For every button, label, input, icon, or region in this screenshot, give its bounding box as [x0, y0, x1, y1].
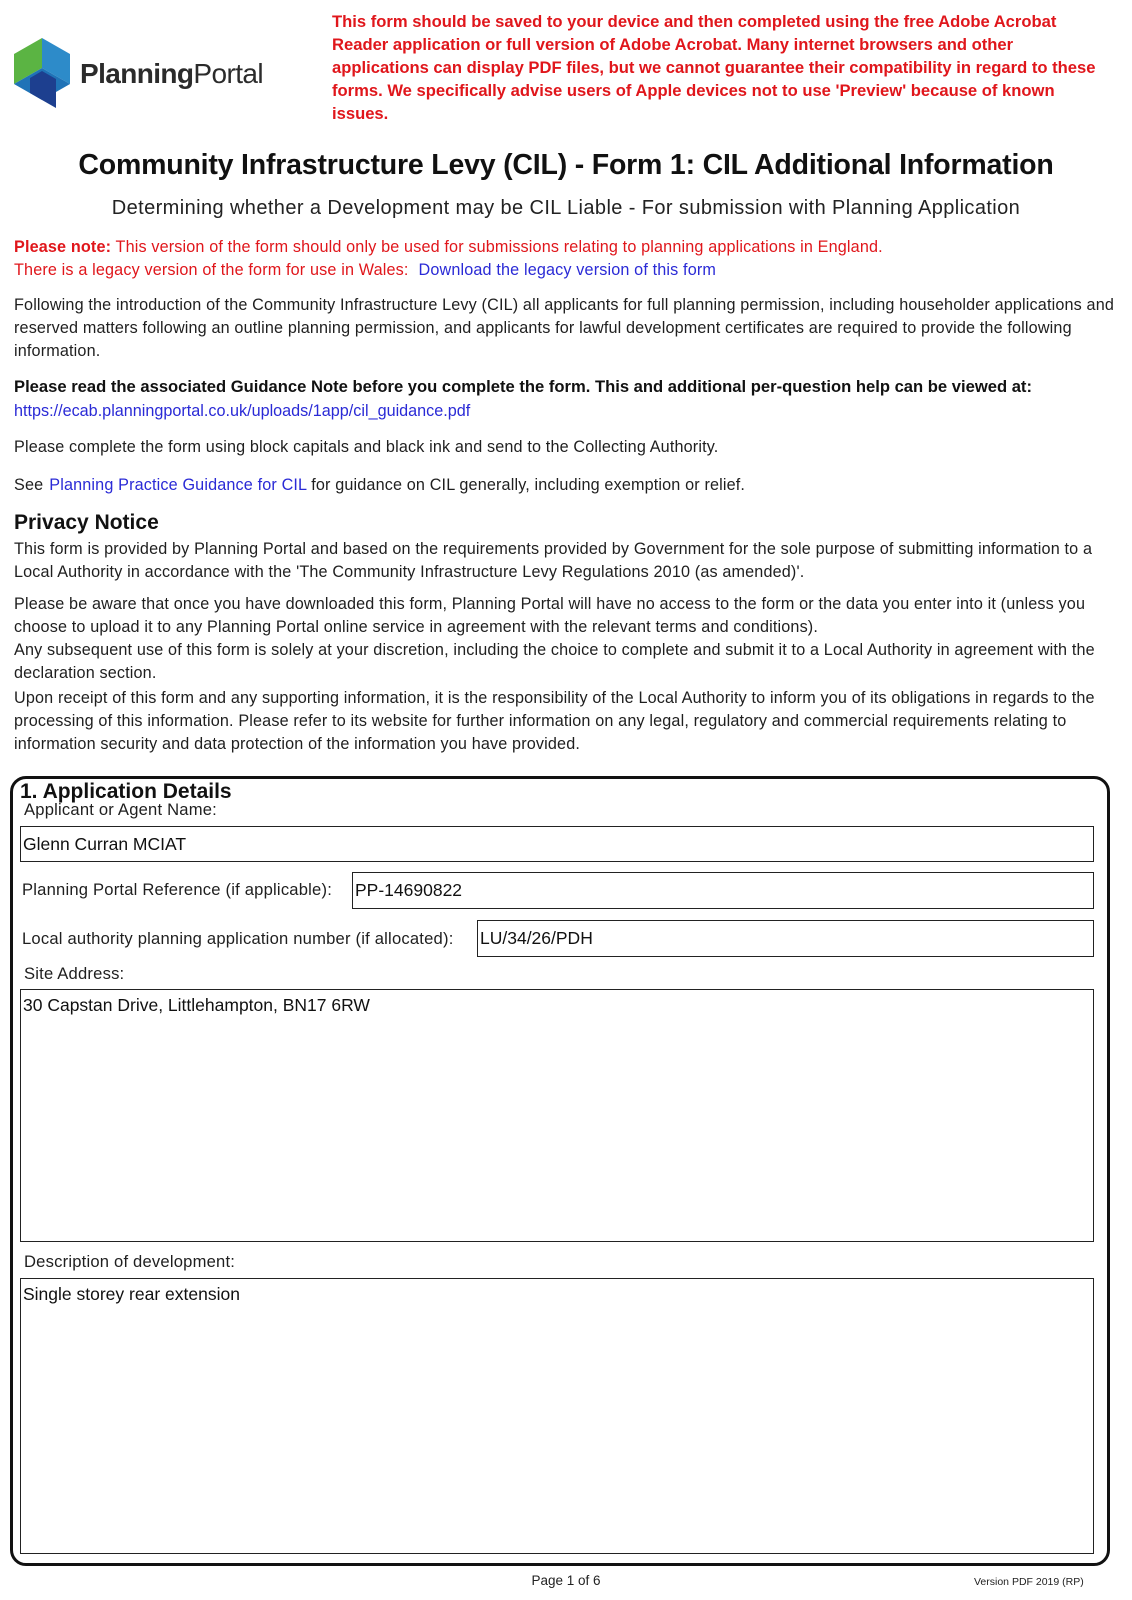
planning-portal-logo	[12, 38, 274, 112]
site-address-field[interactable]	[20, 989, 1094, 1242]
applicant-name-label: Applicant or Agent Name:	[24, 800, 217, 819]
portal-reference-label: Planning Portal Reference (if applicable):	[22, 880, 333, 899]
privacy-paragraph-3-text: Any subsequent use of this form is solely at your discretion, including the choice to complete and submit it to a Local Authority in agreement with the declaration section.	[14, 641, 1095, 682]
applicant-name-field[interactable]	[20, 826, 1094, 862]
portal-reference-field[interactable]	[352, 872, 1094, 909]
logo-hexagon-icon	[12, 38, 74, 112]
compatibility-warning: This form should be saved to your device and then completed using the free Adobe Acrobat Reader application or full version of Adobe Acrobat. Many internet browsers and other applications can display PDF files, but we cannot guarantee their compatibility in regard to these forms. We specifically advise users of Apple devices not to use 'Preview' because of known issues.	[332, 12, 1096, 123]
logo-wordmark: PlanningPortal	[80, 58, 263, 89]
form-subtitle: Determining whether a Development may be CIL Liable - For submission with Planning Application	[111, 197, 1021, 219]
england-notice: Please note: This version of the form should only be used for submissions relating to planning applications in England.	[14, 238, 883, 256]
site-address-label: Site Address:	[24, 964, 125, 983]
application-details-heading: 1. Application Details	[20, 780, 232, 803]
intro-paragraph: Following the introduction of the Community Infrastructure Levy (CIL) all applicants for full planning permission, including householder applications and reserved matters following an outline planning permission, and applicants for lawful development certificates are required to provide the following information.	[14, 296, 1114, 360]
wales-notice: There is a legacy version of the form for use in Wales: Download the legacy version of this form	[14, 261, 717, 279]
description-field[interactable]	[20, 1278, 1094, 1554]
form-version: Version PDF 2019 (RP)	[974, 1576, 1084, 1588]
privacy-paragraph-2-text: Please be aware that once you have downloaded this form, Planning Portal will have no access to the form or the data you enter into it (unless you choose to upload it to any Planning Portal online service in agreement with the relevant terms and conditions).	[14, 595, 1086, 636]
planning-practice-guidance-link[interactable]: Planning Practice Guidance for CIL	[49, 476, 308, 494]
form-title: Community Infrastructure Levy (CIL) - Form 1: CIL Additional Information	[78, 149, 1054, 181]
cil-guidance-line: See Planning Practice Guidance for CIL for guidance on CIL generally, including exemption or relief.	[14, 476, 746, 494]
privacy-paragraph-4: Upon receipt of this form and any supporting information, it is the responsibility of the Local Authority to inform you of its obligations in regards to the processing of this information. Please refer to its website for further information on any legal, regulatory and commercial requirements relating to information security and data protection of the information you have provided.	[14, 689, 1095, 753]
privacy-paragraph-2	[14, 593, 1114, 685]
block-capitals-note: Please complete the form using block capitals and black ink and send to the Collecting Authority.	[14, 438, 719, 456]
page-number: Page 1 of 6	[531, 1573, 601, 1588]
privacy-heading: Privacy Notice	[14, 511, 159, 534]
guidance-url-link[interactable]: https://ecab.planningportal.co.uk/uploads/1app/cil_guidance.pdf	[14, 402, 471, 420]
privacy-paragraph-1: This form is provided by Planning Portal and based on the requirements provided by Government for the sole purpose of submitting information to a Local Authority in accordance with the 'The Community Infrastructure Levy Regulations 2010 (as amended)'.	[14, 540, 1093, 581]
description-label: Description of development:	[24, 1252, 236, 1271]
la-application-number-label: Local authority planning application number (if allocated):	[22, 929, 454, 948]
la-application-number-field[interactable]	[477, 920, 1094, 957]
guidance-read-note: Please read the associated Guidance Note before you complete the form. This and additional per-question help can be viewed at:	[14, 377, 1032, 396]
legacy-form-link[interactable]: Download the legacy version of this form	[418, 261, 717, 279]
